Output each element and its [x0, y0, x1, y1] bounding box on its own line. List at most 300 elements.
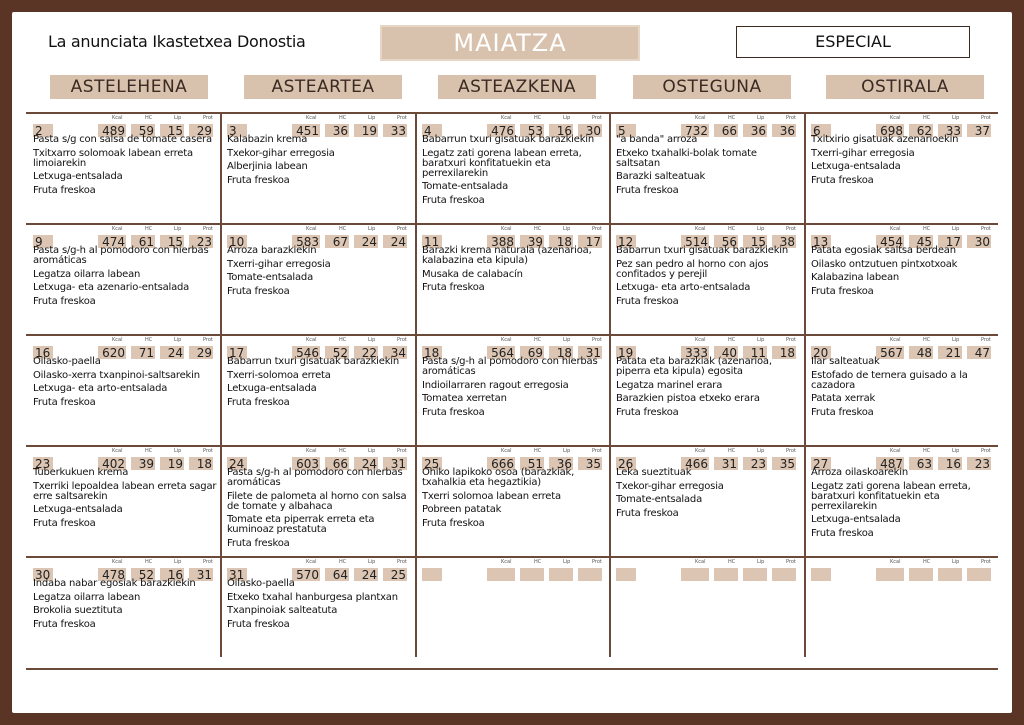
nutrient-labels — [292, 559, 410, 567]
nutrient-label: Prot — [981, 559, 991, 565]
day-number: 12 — [616, 235, 636, 248]
nutrient-kcal: 514 — [681, 235, 709, 248]
nutrient-label: Kcal — [112, 226, 123, 232]
nutrient-lip: 15 — [160, 235, 184, 248]
dish-line: Pobreen patatak — [422, 504, 502, 515]
nutrient-lip: 36 — [743, 124, 767, 137]
nutrient-label: Kcal — [695, 226, 706, 232]
dish-line: Oilasko-paella — [33, 356, 101, 367]
day-number: 17 — [227, 346, 247, 359]
nutrient-prot: 23 — [189, 235, 213, 248]
nutrient-label: HC — [145, 115, 153, 121]
dish-line: Tomate-entsalada — [616, 494, 703, 505]
day-cell — [28, 226, 218, 334]
nutrient-prot: 33 — [383, 124, 407, 137]
day-header-wednesday: ASTEAZKENA — [438, 75, 596, 99]
nutrient-label: Prot — [981, 115, 991, 121]
dish-line: Oilasko-xerra txanpinoi-saltsarekin — [33, 369, 200, 381]
nutrient-hc: 69 — [520, 346, 544, 359]
dish-line: Fruta freskoa — [422, 517, 485, 529]
menu-dishes — [33, 357, 219, 411]
nutrient-hc: 61 — [131, 235, 155, 248]
nutrient-label: Kcal — [695, 337, 706, 343]
nutrient-prot — [772, 568, 796, 581]
dish-line: Babarrun txuri gisatuak barazkiekin — [616, 245, 789, 256]
menu-dishes — [616, 357, 802, 421]
nutrient-label: Prot — [203, 226, 213, 232]
day-header-monday: ASTELEHENA — [50, 75, 208, 99]
menu-dishes — [33, 579, 219, 633]
nutrient-hc — [520, 568, 544, 581]
day-number: 25 — [422, 457, 442, 470]
nutrient-label: Prot — [981, 226, 991, 232]
dish-line: Arroza barazkiekin — [227, 245, 317, 256]
dish-line: Tomate eta piperrak erreta eta kuminoaz prestatuta — [227, 514, 375, 535]
nutrient-hc: 67 — [325, 235, 349, 248]
day-cell — [611, 115, 801, 223]
dish-line: Arroza oilaskoarekin — [811, 467, 908, 478]
day-number: 13 — [811, 235, 831, 248]
nutrient-kcal: 620 — [98, 346, 126, 359]
dish-line: Fruta freskoa — [616, 507, 679, 519]
nutrient-lip: 24 — [354, 457, 378, 470]
nutrient-kcal — [681, 568, 709, 581]
dish-line: Pasta s/g con salsa de tomate casera — [33, 134, 212, 145]
nutrient-label: Kcal — [306, 559, 317, 565]
nutrient-label: Lip — [174, 559, 182, 565]
school-name: La anunciata Ikastetxea Donostia — [48, 32, 306, 51]
day-number: 18 — [422, 346, 442, 359]
nutrient-label: Lip — [368, 559, 376, 565]
dish-line: Legatza oilarra labean — [33, 268, 141, 280]
day-number: 19 — [616, 346, 636, 359]
nutrient-label: Lip — [563, 115, 571, 121]
menu-dishes — [227, 579, 413, 633]
nutrient-label: Kcal — [112, 448, 123, 454]
day-number: 10 — [227, 235, 247, 248]
nutrient-lip: 24 — [354, 568, 378, 581]
dish-line: Pasta s/g-h al pomodoro con hierbas aromáticas — [33, 245, 209, 266]
dish-line: Babarrun txuri gisatuak barazkiekin — [227, 356, 400, 367]
day-number: 27 — [811, 457, 831, 470]
nutrient-label: HC — [923, 115, 931, 121]
nutrient-hc: 39 — [520, 235, 544, 248]
grid-row-line — [26, 556, 998, 558]
nutrient-labels — [292, 448, 410, 456]
dish-line: Fruta freskoa — [811, 285, 874, 297]
dish-line: Pasta s/g-h al pomodoro con hierbas aromáticas — [422, 356, 598, 377]
day-number: 20 — [811, 346, 831, 359]
nutrient-label: HC — [728, 226, 736, 232]
nutrient-labels — [292, 115, 410, 123]
nutrient-labels — [98, 448, 216, 456]
nutrient-kcal: 474 — [98, 235, 126, 248]
nutrient-hc: 52 — [131, 568, 155, 581]
nutrient-label: Kcal — [695, 115, 706, 121]
nutrient-prot: 37 — [967, 124, 991, 137]
day-cell — [222, 337, 412, 445]
dish-line: Letxuga-entsalada — [227, 383, 317, 394]
dish-line: Fruta freskoa — [616, 184, 679, 196]
menu-page — [12, 12, 1012, 713]
nutrient-hc: 64 — [325, 568, 349, 581]
nutrient-labels — [681, 115, 799, 123]
nutrient-label: Lip — [174, 226, 182, 232]
nutrient-lip: 15 — [160, 124, 184, 137]
nutrient-prot: 30 — [578, 124, 602, 137]
nutrient-hc: 56 — [714, 235, 738, 248]
nutrient-label: Kcal — [306, 337, 317, 343]
nutrient-label: HC — [145, 337, 153, 343]
nutrient-lip: 19 — [354, 124, 378, 137]
nutrient-label: Prot — [981, 448, 991, 454]
dish-line: Pez san pedro al horno con ajos confitados y perejil — [616, 258, 769, 280]
nutrient-lip: 16 — [160, 568, 184, 581]
day-cell — [28, 448, 218, 556]
nutrient-label: HC — [534, 448, 542, 454]
day-cell — [611, 226, 801, 334]
dish-line: Brokolia sueztituta — [33, 605, 123, 616]
dish-line: Txerri-gihar erregosia — [811, 147, 915, 159]
nutrient-hc: 62 — [909, 124, 933, 137]
nutrient-label: Lip — [757, 226, 765, 232]
nutrient-prot: 29 — [189, 346, 213, 359]
nutrient-lip — [938, 568, 962, 581]
nutrient-prot: 38 — [772, 235, 796, 248]
special-box: ESPECIAL — [736, 26, 970, 58]
nutrient-lip: 24 — [160, 346, 184, 359]
menu-dishes — [422, 246, 608, 297]
nutrient-label: HC — [339, 226, 347, 232]
dish-line: Letxuga-entsalada — [811, 514, 901, 525]
nutrient-label: Kcal — [501, 337, 512, 343]
nutrient-labels — [98, 559, 216, 567]
day-number: 5 — [616, 124, 636, 137]
dish-line: Kalabazina labean — [811, 272, 900, 283]
dish-line: Tomate-entsalada — [227, 272, 314, 283]
dish-line: Txerri solomoa labean erreta — [422, 490, 561, 502]
nutrient-prot: 29 — [189, 124, 213, 137]
nutrient-label: Prot — [397, 448, 407, 454]
nutrient-label: HC — [534, 559, 542, 565]
nutrient-lip: 19 — [160, 457, 184, 470]
nutrient-hc: 66 — [714, 124, 738, 137]
dish-line: Letxuga- eta arto-entsalada — [33, 383, 168, 394]
nutrient-label: Lip — [952, 226, 960, 232]
nutrient-label: Kcal — [695, 448, 706, 454]
day-cell — [417, 559, 607, 667]
menu-dishes — [616, 246, 802, 310]
nutrient-label: HC — [923, 226, 931, 232]
nutrient-hc: 51 — [520, 457, 544, 470]
nutrient-label: Lip — [757, 337, 765, 343]
nutrient-label: Prot — [397, 115, 407, 121]
nutrient-hc: 52 — [325, 346, 349, 359]
dish-line: Legatza oilarra labean — [33, 591, 141, 603]
nutrient-labels — [487, 337, 605, 345]
day-number: 6 — [811, 124, 831, 137]
dish-line: Txekor-gihar erregosia — [227, 147, 335, 159]
nutrient-label: Lip — [368, 226, 376, 232]
nutrient-label: Kcal — [306, 448, 317, 454]
nutrient-prot: 30 — [967, 235, 991, 248]
dish-line: Fruta freskoa — [227, 618, 290, 630]
nutrient-prot: 18 — [772, 346, 796, 359]
dish-line: Pasta s/g-h al pomodoro con hierbas aromáticas — [227, 467, 403, 488]
nutrient-label: Lip — [174, 448, 182, 454]
nutrient-label: HC — [728, 559, 736, 565]
nutrient-labels — [487, 226, 605, 234]
nutrient-hc: 53 — [520, 124, 544, 137]
nutrient-kcal: 466 — [681, 457, 709, 470]
dish-line: Fruta freskoa — [811, 527, 874, 539]
dish-line: Etxeko txahalki-bolak tomate saltsatan — [616, 147, 757, 169]
nutrient-label: Lip — [563, 226, 571, 232]
nutrient-label: Lip — [952, 448, 960, 454]
nutrient-kcal: 583 — [292, 235, 320, 248]
dish-line: Barazkien pistoa etxeko erara — [616, 393, 760, 404]
day-cell — [806, 448, 996, 556]
nutrient-label: HC — [728, 115, 736, 121]
dish-line: Letxuga-entsalada — [33, 171, 123, 182]
day-header-friday: OSTIRALA — [826, 75, 984, 99]
nutrient-label: Lip — [563, 559, 571, 565]
dish-line: Patata eta barazkiak (azenarioa, piperra eta kipula) egosita — [616, 356, 772, 377]
day-cell — [806, 226, 996, 334]
dish-line: Fruta freskoa — [227, 174, 290, 186]
dish-line: Ilar salteatuak — [811, 356, 880, 367]
nutrient-labels — [292, 226, 410, 234]
dish-line: Legatz zati gorena labean erreta, baratxuri konfitatuekin eta perrexilarekin — [422, 147, 582, 179]
nutrient-label: HC — [145, 226, 153, 232]
nutrient-label: Prot — [786, 115, 796, 121]
nutrient-lip: 16 — [938, 457, 962, 470]
dish-line: Letxuga- eta azenario-entsalada — [33, 282, 190, 293]
nutrient-label: Kcal — [306, 226, 317, 232]
nutrient-label: Kcal — [890, 337, 901, 343]
nutrient-hc: 71 — [131, 346, 155, 359]
nutrient-prot: 31 — [578, 346, 602, 359]
day-cell — [222, 559, 412, 667]
day-number: 23 — [33, 457, 53, 470]
nutrient-kcal: 333 — [681, 346, 709, 359]
menu-dishes — [811, 246, 997, 300]
nutrient-label: Prot — [203, 337, 213, 343]
nutrient-kcal: 666 — [487, 457, 515, 470]
day-cell — [28, 559, 218, 667]
menu-dishes — [227, 135, 413, 189]
nutrient-kcal: 546 — [292, 346, 320, 359]
nutrient-label: HC — [923, 448, 931, 454]
day-cell — [28, 115, 218, 223]
menu-dishes — [33, 246, 219, 310]
nutrient-kcal — [487, 568, 515, 581]
nutrient-kcal: 567 — [876, 346, 904, 359]
grid-row-line — [26, 668, 998, 670]
nutrient-label: Lip — [952, 559, 960, 565]
menu-dishes — [33, 468, 219, 532]
nutrient-labels — [98, 115, 216, 123]
nutrient-label: Prot — [786, 448, 796, 454]
day-header-thursday: OSTEGUNA — [633, 75, 791, 99]
dish-line: Txerri-gihar erregosia — [227, 258, 331, 270]
dish-line: Fruta freskoa — [33, 184, 96, 196]
grid-row-line — [26, 334, 998, 336]
nutrient-label: Kcal — [112, 115, 123, 121]
nutrient-lip: 11 — [743, 346, 767, 359]
nutrient-labels — [681, 226, 799, 234]
nutrient-lip: 33 — [938, 124, 962, 137]
nutrient-label: Prot — [397, 337, 407, 343]
nutrient-label: Lip — [952, 115, 960, 121]
nutrient-lip — [743, 568, 767, 581]
dish-line: Estofado de ternera guisado a la cazadora — [811, 369, 968, 391]
nutrient-label: Kcal — [890, 448, 901, 454]
menu-dishes — [616, 468, 802, 522]
nutrient-kcal: 570 — [292, 568, 320, 581]
day-number: 24 — [227, 457, 247, 470]
dish-line: Filete de palometa al horno con salsa de tomate y albahaca — [227, 490, 407, 512]
day-number — [616, 568, 636, 581]
nutrient-lip: 15 — [743, 235, 767, 248]
nutrient-hc: 48 — [909, 346, 933, 359]
dish-line: Ohiko lapikoko osoa (barazkiak, txahalkia eta hegaztikia) — [422, 467, 575, 488]
nutrient-label: HC — [339, 337, 347, 343]
nutrient-labels — [292, 337, 410, 345]
nutrient-lip: 24 — [354, 235, 378, 248]
dish-line: Fruta freskoa — [811, 406, 874, 418]
nutrient-label: Lip — [368, 115, 376, 121]
nutrient-labels — [487, 448, 605, 456]
nutrient-label: Kcal — [890, 559, 901, 565]
nutrient-label: Kcal — [890, 226, 901, 232]
nutrient-prot: 17 — [578, 235, 602, 248]
dish-line: Legatza marinel erara — [616, 379, 723, 391]
nutrient-label: Prot — [786, 226, 796, 232]
nutrient-hc: 36 — [325, 124, 349, 137]
nutrient-label: Prot — [592, 448, 602, 454]
day-number: 31 — [227, 568, 247, 581]
menu-dishes — [811, 468, 997, 542]
day-cell — [417, 448, 607, 556]
menu-dishes — [811, 357, 997, 421]
nutrient-label: Prot — [592, 226, 602, 232]
day-cell — [806, 337, 996, 445]
nutrient-lip — [549, 568, 573, 581]
nutrient-label: HC — [728, 448, 736, 454]
day-cell — [417, 115, 607, 223]
day-number — [811, 568, 831, 581]
day-number: 9 — [33, 235, 53, 248]
dish-line: Patata xerrak — [811, 393, 876, 404]
nutrient-labels — [487, 115, 605, 123]
nutrient-prot: 35 — [772, 457, 796, 470]
day-number: 16 — [33, 346, 53, 359]
nutrient-kcal: 451 — [292, 124, 320, 137]
nutrient-label: Lip — [174, 337, 182, 343]
day-cell — [806, 559, 996, 667]
day-cell — [806, 115, 996, 223]
nutrient-label: Kcal — [501, 115, 512, 121]
dish-line: Fruta freskoa — [422, 282, 485, 293]
dish-line: Fruta freskoa — [227, 285, 290, 297]
nutrient-prot — [967, 568, 991, 581]
nutrient-label: HC — [145, 559, 153, 565]
nutrient-hc — [714, 568, 738, 581]
dish-line: Txekor-gihar erregosia — [616, 480, 724, 492]
menu-dishes — [227, 468, 413, 552]
day-number: 11 — [422, 235, 442, 248]
dish-line: Legatz zati gorena labean erreta, baratxuri konfitatuekin eta perrexilarekin — [811, 480, 971, 512]
nutrient-labels — [681, 337, 799, 345]
nutrient-label: Lip — [757, 115, 765, 121]
nutrient-label: HC — [339, 115, 347, 121]
nutrient-labels — [98, 226, 216, 234]
day-number: 2 — [33, 124, 53, 137]
dish-line: Indioilarraren ragout erregosia — [422, 379, 569, 391]
nutrient-label: Prot — [786, 337, 796, 343]
nutrient-label: Lip — [563, 337, 571, 343]
nutrient-prot — [578, 568, 602, 581]
dish-line: Txanpinoiak salteatuta — [227, 605, 338, 616]
nutrient-prot: 35 — [578, 457, 602, 470]
nutrient-label: HC — [534, 226, 542, 232]
nutrient-label: Kcal — [501, 226, 512, 232]
dish-line: Tomatea xerretan — [422, 393, 507, 404]
menu-dishes — [33, 135, 219, 199]
day-header-tuesday: ASTEARTEA — [244, 75, 402, 99]
nutrient-prot: 31 — [383, 457, 407, 470]
nutrient-label: HC — [923, 337, 931, 343]
nutrient-kcal: 388 — [487, 235, 515, 248]
nutrient-label: Prot — [203, 115, 213, 121]
nutrient-label: Lip — [368, 448, 376, 454]
dish-line: Txerriki lepoaldea labean erreta sagar erre saltsarekin — [33, 480, 217, 502]
nutrient-prot: 31 — [189, 568, 213, 581]
dish-line: Tuberkukuen krema — [33, 467, 129, 478]
nutrient-label: Lip — [174, 115, 182, 121]
nutrient-label: HC — [339, 448, 347, 454]
nutrient-prot: 23 — [967, 457, 991, 470]
dish-line: Txitxirio gisatuak azenarioekin — [811, 134, 959, 145]
nutrient-kcal: 454 — [876, 235, 904, 248]
nutrient-hc: 39 — [131, 457, 155, 470]
nutrient-lip: 18 — [549, 346, 573, 359]
dish-line: Etxeko txahal hanburgesa plantxan — [227, 591, 398, 603]
dish-line: Fruta freskoa — [422, 406, 485, 418]
nutrient-label: Kcal — [501, 448, 512, 454]
dish-line: Barazki salteatuak — [616, 171, 706, 182]
nutrient-lip: 22 — [354, 346, 378, 359]
nutrient-kcal: 402 — [98, 457, 126, 470]
grid-row-line — [26, 112, 998, 114]
nutrient-kcal: 476 — [487, 124, 515, 137]
dish-line: Leka sueztituak — [616, 467, 692, 478]
nutrient-lip: 16 — [549, 124, 573, 137]
nutrient-labels — [487, 559, 605, 567]
nutrient-hc — [909, 568, 933, 581]
nutrient-hc: 59 — [131, 124, 155, 137]
dish-line: Fruta freskoa — [33, 396, 96, 408]
menu-dishes — [616, 135, 802, 199]
dish-line: Indaba nabar egosiak barazkiekin — [33, 578, 196, 589]
dish-line: Alberjinia labean — [227, 161, 308, 172]
dish-line: Oilasko ontzutuen pintxotxoak — [811, 258, 958, 270]
nutrient-prot: 47 — [967, 346, 991, 359]
nutrient-hc: 45 — [909, 235, 933, 248]
nutrient-kcal: 603 — [292, 457, 320, 470]
dish-line: Fruta freskoa — [422, 194, 485, 206]
